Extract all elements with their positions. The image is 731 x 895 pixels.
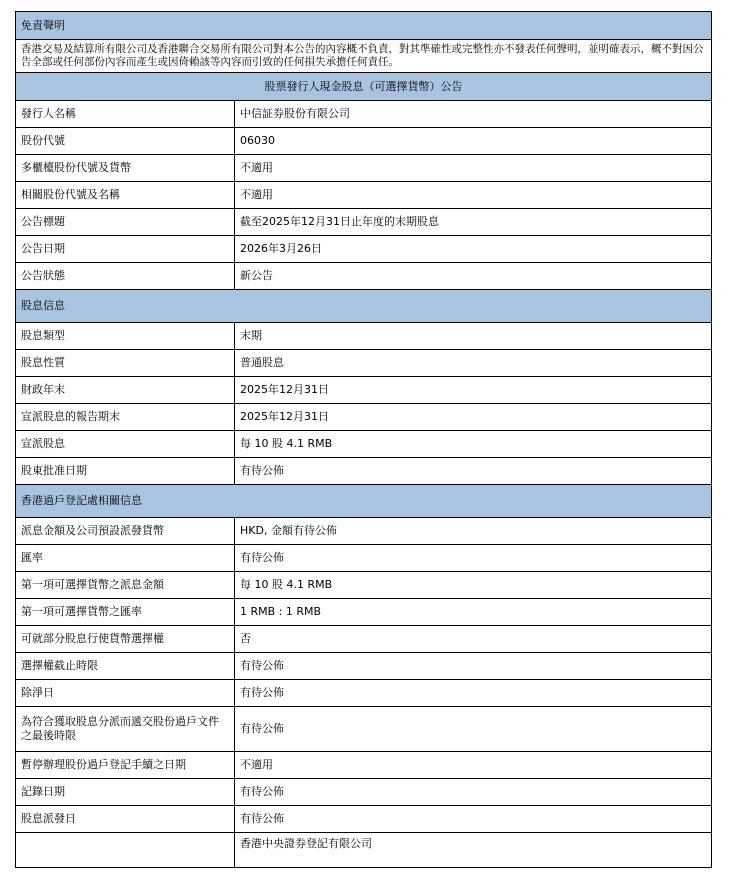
issuer-row [16, 182, 712, 209]
hk-section-header-row [16, 485, 712, 518]
row-label: 選擇權截止時限 [16, 653, 235, 680]
issuer-row [16, 209, 712, 236]
announcement-title: 股票發行人現金股息（可選擇貨幣）公告 [16, 73, 712, 101]
issuer-row [16, 101, 712, 128]
row-label: 公告狀態 [16, 263, 235, 290]
dividend-row [16, 377, 712, 404]
row-value: 1 RMB : 1 RMB [235, 599, 712, 626]
row-label: 除淨日 [16, 680, 235, 707]
row-value: 截至2025年12月31日止年度的末期股息 [235, 209, 712, 236]
hk-row [16, 806, 712, 833]
row-label: 股息派發日 [16, 806, 235, 833]
dividend-section-title: 股息信息 [16, 290, 712, 323]
row-value: 2026年3月26日 [235, 236, 712, 263]
row-label: 宣派股息的報告期末 [16, 404, 235, 431]
row-value: 不適用 [235, 155, 712, 182]
hk-row [16, 653, 712, 680]
row-label: 記錄日期 [16, 779, 235, 806]
row-value: 2025年12月31日 [235, 404, 712, 431]
hk-section-title: 香港過戶登記處相關信息 [16, 485, 712, 518]
hk-row [16, 707, 712, 752]
dividend-section-header-row [16, 290, 712, 323]
row-label: 公告日期 [16, 236, 235, 263]
row-label-empty [16, 833, 235, 868]
row-value: 有待公佈 [235, 707, 712, 752]
row-value: 有待公佈 [235, 779, 712, 806]
row-label: 財政年末 [16, 377, 235, 404]
hk-row [16, 572, 712, 599]
row-label: 為符合獲取股息分派而遞交股份過戶文件之最後時限 [16, 707, 235, 752]
hk-row [16, 626, 712, 653]
row-label: 可就部分股息行使貨幣選擇權 [16, 626, 235, 653]
disclaimer-title: 免責聲明 [16, 12, 712, 40]
row-value: 每 10 股 4.1 RMB [235, 572, 712, 599]
dividend-row [16, 431, 712, 458]
row-label: 第一項可選擇貨幣之匯率 [16, 599, 235, 626]
row-value: 中信証券股份有限公司 [235, 101, 712, 128]
hk-row [16, 752, 712, 779]
row-label: 股息類型 [16, 323, 235, 350]
dividend-row [16, 458, 712, 485]
issuer-row [16, 128, 712, 155]
dividend-row [16, 323, 712, 350]
hk-row [16, 680, 712, 707]
row-value: 有待公佈 [235, 806, 712, 833]
registrar-row [16, 833, 712, 868]
row-label: 匯率 [16, 545, 235, 572]
issuer-row [16, 155, 712, 182]
row-value: 有待公佈 [235, 458, 712, 485]
issuer-row [16, 236, 712, 263]
disclaimer-header-row [16, 12, 712, 40]
row-label: 股東批准日期 [16, 458, 235, 485]
row-value: 普通股息 [235, 350, 712, 377]
disclaimer-text: 香港交易及結算所有限公司及香港聯合交易所有限公司對本公告的內容概不負責，對其準確性或完整性亦不發表任何聲明，並明確表示，概不對因公告全部或任何部份內容而產生或因倚賴該等內容而引致的任何損失承擔任何責任。 [16, 40, 712, 73]
row-value: 否 [235, 626, 712, 653]
row-label: 發行人名稱 [16, 101, 235, 128]
row-value: 末期 [235, 323, 712, 350]
announcement-document [15, 11, 711, 868]
row-value: 每 10 股 4.1 RMB [235, 431, 712, 458]
disclaimer-text-row [16, 40, 712, 73]
hk-row [16, 599, 712, 626]
row-value: 06030 [235, 128, 712, 155]
row-label: 第一項可選擇貨幣之派息金額 [16, 572, 235, 599]
row-label: 相關股份代號及名稱 [16, 182, 235, 209]
row-label: 多櫃檯股份代號及貨幣 [16, 155, 235, 182]
hk-row [16, 779, 712, 806]
row-value: 新公告 [235, 263, 712, 290]
row-value: HKD, 金額有待公佈 [235, 518, 712, 545]
dividend-row [16, 404, 712, 431]
row-value: 有待公佈 [235, 653, 712, 680]
row-value: 有待公佈 [235, 545, 712, 572]
hk-row [16, 545, 712, 572]
dividend-row [16, 350, 712, 377]
row-label: 派息金額及公司預設派發貨幣 [16, 518, 235, 545]
row-label: 宣派股息 [16, 431, 235, 458]
row-label: 股息性質 [16, 350, 235, 377]
registrar-value: 香港中央證券登記有限公司 [235, 833, 712, 868]
row-value: 2025年12月31日 [235, 377, 712, 404]
announcement-table [15, 11, 712, 868]
hk-row [16, 518, 712, 545]
row-label: 暫停辦理股份過戶登記手續之日期 [16, 752, 235, 779]
row-label: 股份代號 [16, 128, 235, 155]
row-value: 不適用 [235, 752, 712, 779]
row-value: 不適用 [235, 182, 712, 209]
row-label: 公告標題 [16, 209, 235, 236]
issuer-row [16, 263, 712, 290]
row-value: 有待公佈 [235, 680, 712, 707]
announcement-title-row [16, 73, 712, 101]
